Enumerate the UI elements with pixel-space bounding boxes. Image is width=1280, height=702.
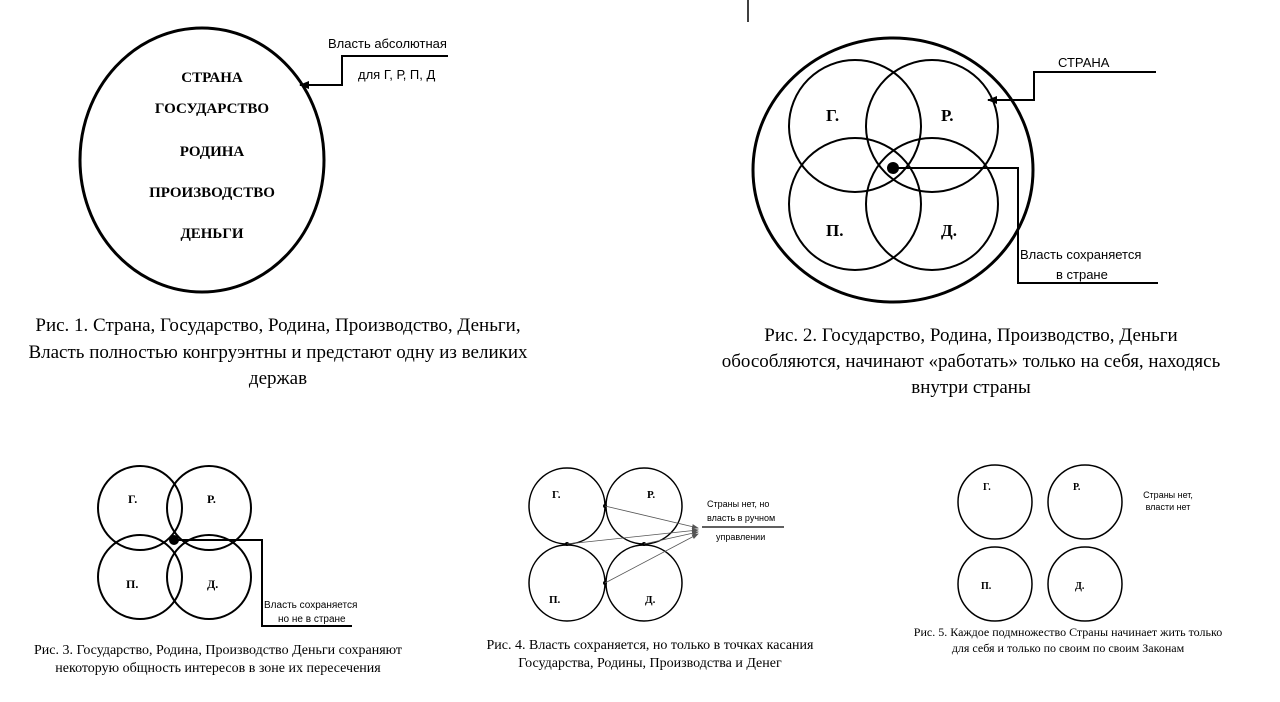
label-r: Р. bbox=[1073, 482, 1081, 493]
callout-line1: Власть абсолютная bbox=[328, 36, 447, 51]
label-p: П. bbox=[981, 581, 992, 592]
note-line2: власть в ручном bbox=[707, 513, 776, 523]
label-d: Д. bbox=[941, 221, 957, 240]
word-country: СТРАНА bbox=[181, 70, 243, 86]
label-g: Г. bbox=[552, 489, 561, 501]
caption-line1: Рис. 3. Государство, Родина, Производство Деньги сохраняют bbox=[33, 643, 403, 658]
circle-production bbox=[958, 547, 1032, 621]
circle-money bbox=[866, 138, 998, 270]
caption-line1: Рис. 5. Каждое подмножество Страны начинает жить только bbox=[913, 625, 1223, 639]
word-production: ПРОИЗВОДСТВО bbox=[149, 185, 275, 201]
circle-production bbox=[98, 535, 182, 619]
label-p: П. bbox=[126, 577, 139, 591]
figure-3 bbox=[34, 466, 402, 676]
word-money: ДЕНЬГИ bbox=[180, 226, 244, 242]
label-p: П. bbox=[549, 594, 561, 606]
label-r: Р. bbox=[647, 489, 656, 501]
note-line1: Страны нет, bbox=[1143, 490, 1193, 500]
arrow-bottom bbox=[605, 534, 698, 583]
circle-homeland bbox=[1048, 465, 1122, 539]
circle-homeland bbox=[866, 60, 998, 192]
figure-1 bbox=[28, 28, 528, 389]
circle-production bbox=[789, 138, 921, 270]
label-g: Г. bbox=[128, 492, 138, 506]
note-line3: управлении bbox=[716, 532, 766, 542]
power-line2: но не в стране bbox=[278, 614, 346, 625]
word-state: ГОСУДАРСТВО bbox=[154, 101, 270, 117]
word-homeland: РОДИНА bbox=[179, 144, 245, 160]
caption-line1: Рис. 4. Власть сохраняется, но только в точках касания bbox=[486, 638, 814, 653]
power-callout-line bbox=[893, 168, 1158, 283]
country-callout-arrow bbox=[988, 72, 1156, 100]
circle-state bbox=[529, 468, 605, 544]
circle-state bbox=[958, 465, 1032, 539]
caption-line2: для себя и только по своим по своим Законам bbox=[951, 641, 1185, 655]
figure-2 bbox=[722, 38, 1221, 398]
caption-line3: внутри страны bbox=[911, 377, 1031, 398]
caption-line1: Рис. 1. Страна, Государство, Родина, Производство, Деньги, bbox=[35, 315, 521, 336]
label-d: Д. bbox=[1075, 581, 1085, 592]
caption-line2: обособляются, начинают «работать» только на себя, находясь bbox=[721, 351, 1221, 372]
caption-line2: Власть полностью конгруэнтны и предстают одну из великих bbox=[28, 342, 528, 363]
caption-line2: Государства, Родины, Производства и Денег bbox=[518, 656, 782, 671]
label-g: Г. bbox=[983, 482, 991, 493]
country-label: СТРАНА bbox=[1058, 55, 1110, 70]
label-d: Д. bbox=[207, 577, 219, 591]
circle-money bbox=[1048, 547, 1122, 621]
circle-state bbox=[789, 60, 921, 192]
label-d: Д. bbox=[645, 594, 656, 606]
caption-line2: некоторую общность интересов в зоне их пересечения bbox=[55, 661, 381, 676]
label-g: Г. bbox=[826, 106, 840, 125]
arrow-top bbox=[605, 506, 698, 528]
power-line2: в стране bbox=[1056, 267, 1108, 282]
callout-line2: для Г, Р, П, Д bbox=[358, 67, 436, 82]
note-line2: власти нет bbox=[1145, 502, 1191, 512]
power-line1: Власть сохраняется bbox=[1020, 247, 1142, 262]
caption-line3: держав bbox=[248, 368, 308, 389]
circle-production bbox=[529, 545, 605, 621]
circle-homeland bbox=[167, 466, 251, 550]
caption-line1: Рис. 2. Государство, Родина, Производство, Деньги bbox=[764, 325, 1178, 346]
country-circle bbox=[80, 28, 324, 292]
label-p: П. bbox=[826, 221, 844, 240]
label-r: Р. bbox=[207, 492, 216, 506]
note-line1: Страны нет, но bbox=[707, 499, 770, 509]
circle-money bbox=[606, 545, 682, 621]
label-r: Р. bbox=[941, 106, 954, 125]
power-line1: Власть сохраняется bbox=[264, 600, 358, 611]
circle-state bbox=[98, 466, 182, 550]
figure-4 bbox=[487, 468, 815, 671]
figure-5 bbox=[914, 465, 1222, 655]
